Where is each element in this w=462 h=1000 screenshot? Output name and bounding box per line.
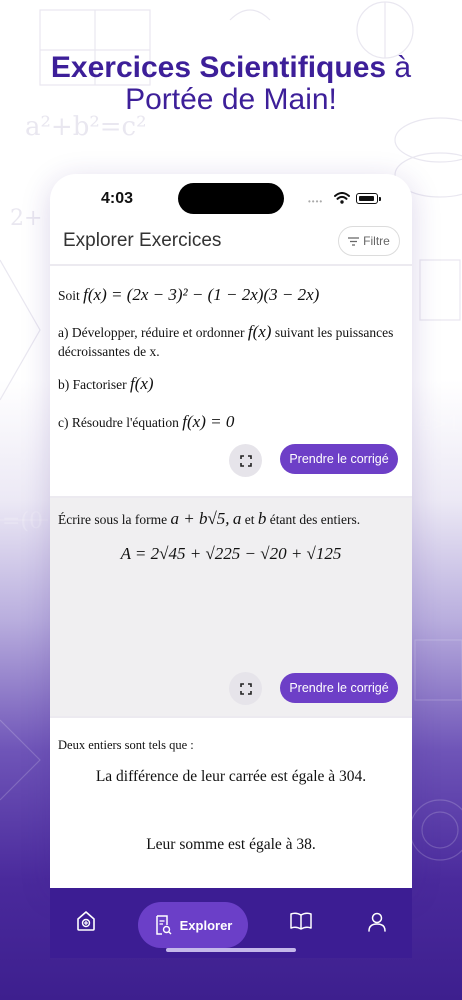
filter-label: Filtre: [363, 234, 390, 248]
exercise1-intro-text: Soit: [58, 288, 80, 303]
svg-text:2+: 2+: [10, 206, 43, 231]
home-icon: [76, 910, 96, 932]
expand-icon: [240, 683, 252, 695]
expand-icon: [240, 455, 252, 467]
exercise-card-1[interactable]: [50, 266, 412, 496]
exercise1-b-prefix: b) Factoriser: [58, 377, 127, 392]
headline-bold: Exercices Scientifiques: [50, 51, 387, 84]
exercise2-equation: [50, 544, 412, 564]
exercise-card-2[interactable]: [50, 498, 412, 716]
exercise1-b-expr: f(x): [129, 374, 154, 393]
headline-suffix: à: [386, 51, 412, 84]
exercise2-var-a: a: [232, 509, 242, 528]
exercise2-var-b: b: [257, 509, 267, 528]
exercise2-equation-text: A = 2√45 + √225 − √20 + √125: [120, 544, 342, 563]
take-correction-button[interactable]: Prendre le corrigé: [280, 444, 398, 474]
exercise-card-3[interactable]: [50, 718, 412, 888]
nav-explorer[interactable]: [138, 902, 248, 948]
exercise1-a-expr: f(x): [247, 322, 272, 341]
page-title: Explorer Exercices: [63, 230, 222, 251]
exercise1-question-b: [58, 375, 154, 394]
nav-home[interactable]: [76, 910, 96, 937]
exercise3-intro: Deux entiers sont tels que :: [58, 738, 194, 752]
dynamic-island: [178, 183, 284, 214]
status-time: 4:03: [101, 190, 134, 207]
exercise2-prompt-suffix: étant des entiers.: [269, 512, 361, 527]
expand-button[interactable]: [229, 444, 262, 477]
battery-icon: [356, 193, 378, 204]
exercise1-question-c: [58, 413, 234, 432]
status-bar: [50, 174, 412, 224]
exercise1-c-prefix: c) Résoudre l'équation: [58, 415, 179, 430]
nav-library[interactable]: [290, 912, 312, 935]
phone-screen: [50, 174, 412, 888]
exercise1-a-suffix: suivant les puissances: [274, 325, 394, 340]
exercise2-prompt-prefix: Écrire sous la forme: [58, 512, 168, 527]
headline-line2: Portée de Main!: [125, 83, 337, 116]
filter-button[interactable]: [338, 226, 400, 256]
exercise2-form-expr: a + b√5,: [170, 509, 230, 528]
home-indicator: [166, 948, 296, 952]
exercise1-c-expr: f(x) = 0: [182, 412, 235, 431]
exercise1-a-line2: décroissantes de x.: [58, 344, 160, 359]
filter-icon: [348, 237, 359, 246]
bottom-nav: [50, 888, 412, 958]
exercise1-intro: [58, 286, 319, 305]
profile-icon: [368, 912, 386, 932]
nav-profile[interactable]: [368, 912, 386, 937]
expand-button[interactable]: [229, 672, 262, 705]
exercise1-question-a: [58, 323, 393, 342]
exercise3-line2: Leur somme est égale à 38.: [146, 836, 316, 853]
explorer-icon: [154, 915, 172, 935]
svg-text:a²+b²=c²: a²+b²=c²: [25, 112, 147, 142]
header: [50, 224, 412, 264]
exercise2-prompt: [58, 510, 360, 529]
exercise2-prompt-mid: et: [244, 512, 255, 527]
svg-text:=(0: =(0: [2, 509, 44, 534]
nav-explorer-label: Explorer: [179, 917, 233, 933]
promo-headline: [0, 52, 462, 116]
svg-text:4>1: 4>1: [418, 411, 461, 435]
wifi-icon: [334, 192, 350, 204]
signal-icon: ••••: [308, 197, 324, 206]
exercise1-function-expr: f(x) = (2x − 3)² − (1 − 2x)(3 − 2x): [83, 285, 320, 304]
exercise3-line1: La différence de leur carrée est égale à 304.: [95, 768, 367, 785]
book-icon: [290, 912, 312, 930]
exercise1-a-prefix: a) Développer, réduire et ordonner: [58, 325, 245, 340]
take-correction-button[interactable]: Prendre le corrigé: [280, 673, 398, 703]
